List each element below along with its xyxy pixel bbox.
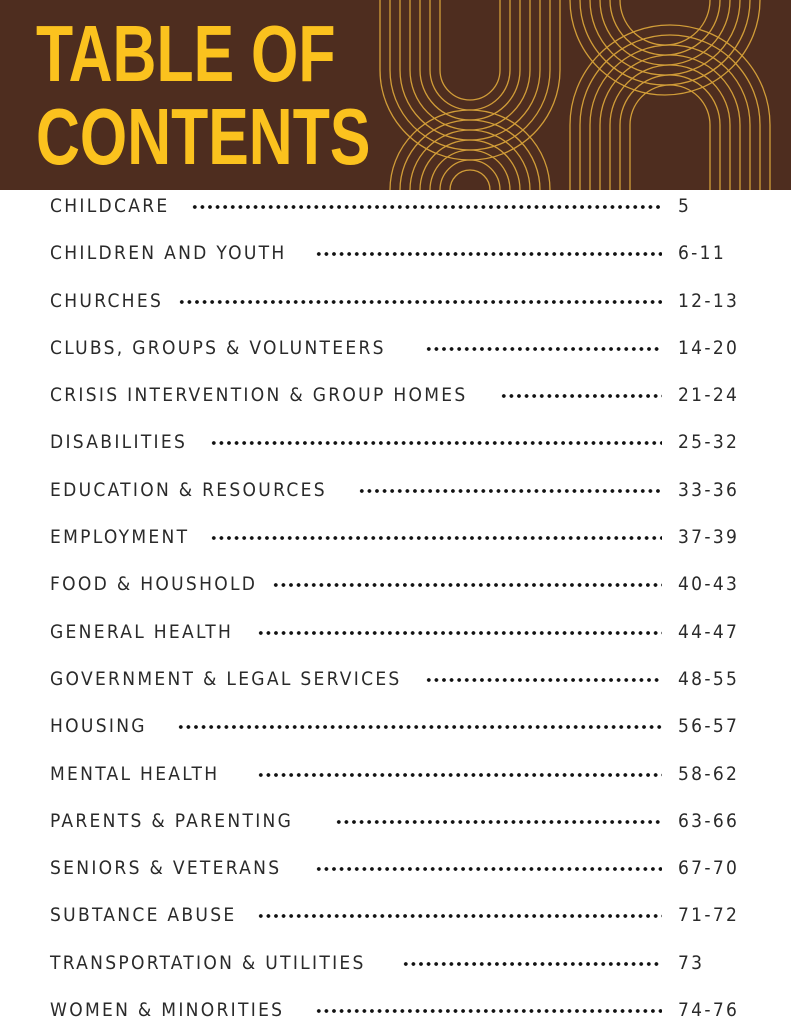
toc-entry-label: CHURCHES bbox=[50, 289, 164, 312]
arch-ring bbox=[390, 0, 550, 150]
toc-entry-pages: 12-13 bbox=[678, 289, 740, 312]
toc-entry-pages: 56-57 bbox=[678, 715, 740, 738]
dot-leader bbox=[425, 347, 662, 351]
toc-entry[interactable] bbox=[0, 418, 791, 465]
toc-entry-label: EMPLOYMENT bbox=[50, 526, 190, 549]
toc-entry-pages: 48-55 bbox=[678, 667, 740, 690]
toc-entry-pages: 71-72 bbox=[678, 904, 740, 927]
toc-entry-label: SUBTANCE ABUSE bbox=[50, 904, 237, 927]
toc-entry-pages: 74-76 bbox=[678, 999, 740, 1022]
arch-ring bbox=[570, 0, 760, 95]
dot-leader bbox=[191, 205, 662, 209]
dot-leader bbox=[257, 914, 662, 918]
header-banner bbox=[0, 0, 791, 190]
toc-entry-label: GOVERNMENT & LEGAL SERVICES bbox=[50, 667, 402, 690]
dot-leader bbox=[315, 252, 662, 256]
arch-ring bbox=[440, 0, 500, 100]
dot-leader bbox=[315, 867, 662, 871]
toc-entry-pages: 14-20 bbox=[678, 336, 740, 359]
toc-entry[interactable] bbox=[0, 324, 791, 371]
toc-entry-pages: 21-24 bbox=[678, 384, 740, 407]
arch-ring bbox=[630, 85, 710, 190]
toc-entry-label: CRISIS INTERVENTION & GROUP HOMES bbox=[50, 384, 468, 407]
dot-leader bbox=[402, 962, 662, 966]
dot-leader bbox=[335, 820, 662, 824]
toc-entry-label: GENERAL HEALTH bbox=[50, 620, 234, 643]
toc-entry-pages: 63-66 bbox=[678, 809, 740, 832]
toc-entry[interactable] bbox=[0, 560, 791, 607]
toc-entry[interactable] bbox=[0, 608, 791, 655]
toc-entry[interactable] bbox=[0, 844, 791, 891]
toc-entry-label: CHILDCARE bbox=[50, 195, 170, 217]
toc-entry[interactable] bbox=[0, 797, 791, 844]
toc-entry[interactable] bbox=[0, 229, 791, 276]
toc-entry-label: SENIORS & VETERANS bbox=[50, 857, 282, 880]
toc-entry[interactable] bbox=[0, 371, 791, 418]
arch-ring bbox=[380, 0, 560, 160]
toc-entry[interactable] bbox=[0, 750, 791, 797]
toc-entry[interactable] bbox=[0, 513, 791, 560]
toc-entry-label: FOOD & HOUSHOLD bbox=[50, 573, 258, 596]
arch-ring bbox=[430, 0, 510, 110]
toc-entry[interactable] bbox=[0, 702, 791, 749]
toc-entry-label: MENTAL HEALTH bbox=[50, 762, 220, 785]
toc-entry-label: CHILDREN AND YOUTH bbox=[50, 242, 287, 265]
toc-entry[interactable] bbox=[0, 277, 791, 324]
arch-ring bbox=[420, 0, 520, 120]
arch-ring bbox=[620, 75, 720, 190]
dot-leader bbox=[425, 678, 662, 682]
toc-entry[interactable] bbox=[0, 939, 791, 986]
toc-entry-pages: 40-43 bbox=[678, 573, 740, 596]
dot-leader bbox=[210, 536, 662, 540]
toc-entry-pages: 67-70 bbox=[678, 857, 740, 880]
arch-ring bbox=[620, 0, 710, 45]
decorative-line-pattern bbox=[370, 0, 791, 190]
toc-entry-pages: 5 bbox=[678, 195, 692, 217]
toc-entry-label: TRANSPORTATION & UTILITIES bbox=[50, 951, 366, 974]
arch-ring bbox=[590, 45, 750, 190]
pattern-left-arches bbox=[380, 0, 560, 190]
dot-leader bbox=[257, 631, 662, 635]
table-of-contents-list bbox=[0, 182, 791, 1024]
arch-ring bbox=[400, 0, 540, 140]
dot-leader bbox=[500, 394, 662, 398]
dot-leader bbox=[177, 725, 662, 729]
toc-entry[interactable] bbox=[0, 986, 791, 1024]
toc-entry-label: HOUSING bbox=[50, 715, 147, 738]
title-line-1: TABLE OF bbox=[36, 9, 336, 98]
toc-entry[interactable] bbox=[0, 182, 791, 229]
title-line-2: CONTENTS bbox=[36, 92, 371, 181]
dot-leader bbox=[358, 489, 662, 493]
toc-entry-pages: 25-32 bbox=[678, 431, 740, 454]
toc-entry-pages: 33-36 bbox=[678, 478, 740, 501]
dot-leader bbox=[178, 300, 662, 304]
toc-entry-label: CLUBS, GROUPS & VOLUNTEERS bbox=[50, 336, 386, 359]
arch-ring bbox=[580, 35, 760, 190]
toc-entry-pages: 58-62 bbox=[678, 762, 740, 785]
toc-entry-pages: 73 bbox=[678, 951, 705, 974]
toc-entry-label: DISABILITIES bbox=[50, 431, 188, 454]
toc-entry[interactable] bbox=[0, 891, 791, 938]
toc-entry[interactable] bbox=[0, 655, 791, 702]
pattern-right-arches bbox=[570, 0, 770, 190]
toc-entry-label: EDUCATION & RESOURCES bbox=[50, 478, 327, 501]
arch-ring bbox=[610, 65, 730, 190]
arch-ring bbox=[580, 0, 750, 85]
dot-leader bbox=[272, 583, 662, 587]
dot-leader bbox=[257, 773, 662, 777]
dot-leader bbox=[315, 1009, 662, 1013]
toc-entry[interactable] bbox=[0, 466, 791, 513]
toc-entry-pages: 37-39 bbox=[678, 526, 740, 549]
dot-leader bbox=[210, 441, 662, 445]
toc-entry-label: PARENTS & PARENTING bbox=[50, 809, 294, 832]
toc-entry-pages: 6-11 bbox=[678, 242, 726, 265]
toc-entry-pages: 44-47 bbox=[678, 620, 740, 643]
toc-entry-label: WOMEN & MINORITIES bbox=[50, 999, 285, 1022]
